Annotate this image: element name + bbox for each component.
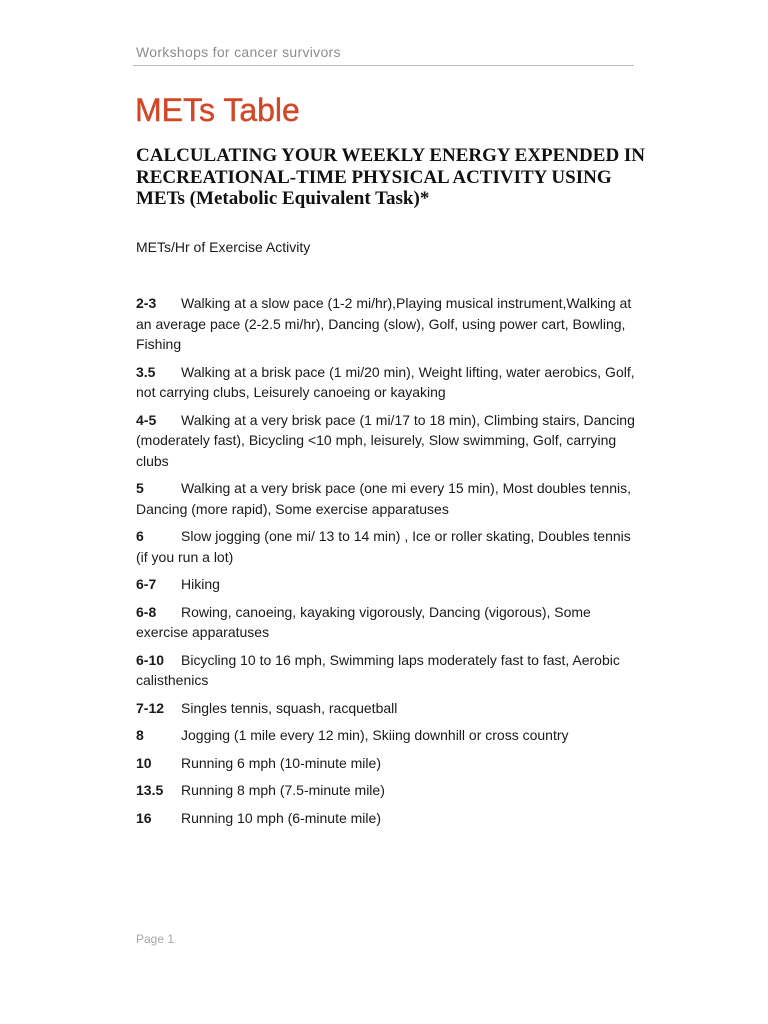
met-entry [136, 293, 636, 355]
met-entry [136, 725, 636, 746]
met-entry [136, 602, 636, 643]
met-value: 13.5 [136, 782, 164, 798]
met-activity-description: Running 8 mph (7.5-minute mile) [181, 782, 385, 798]
mets-list [136, 293, 636, 835]
page-number: Page 1 [136, 932, 175, 946]
met-value: 7-12 [136, 699, 165, 716]
page-header: Workshops for cancer survivors [136, 44, 341, 60]
met-value: 5 [136, 480, 144, 496]
met-activity-description: Jogging (1 mile every 12 min), Skiing downhill or cross country [181, 727, 569, 743]
met-value: 16 [136, 809, 152, 826]
met-entry [136, 650, 636, 691]
met-activity-description: Rowing, canoeing, kayaking vigorously, Dancing (vigorous), Some exercise apparatuses [136, 603, 591, 640]
page-title: METs Table [135, 92, 300, 128]
met-value: 3.5 [136, 363, 156, 380]
met-value: 8 [136, 727, 144, 743]
met-value: 10 [136, 754, 152, 771]
met-activity-description: Walking at a very brisk pace (one mi every 15 min), Most doubles tennis, Dancing (more rapid), Some exercise apparatuses [136, 480, 632, 517]
header-divider [133, 65, 634, 66]
met-value: 6-7 [136, 576, 157, 592]
table-intro: METs/Hr of Exercise Activity [136, 239, 311, 255]
met-activity-description: Hiking [181, 576, 220, 592]
met-value: 2-3 [136, 295, 157, 311]
met-value: 6 [136, 528, 144, 544]
met-entry [136, 808, 636, 829]
met-value: 4-5 [136, 411, 157, 428]
met-entry [136, 362, 636, 403]
met-activity-description: Running 10 mph (6-minute mile) [181, 809, 381, 826]
met-activity-description: Singles tennis, squash, racquetball [181, 699, 398, 716]
document-subtitle: CALCULATING YOUR WEEKLY ENERGY EXPENDED IN RECREATIONAL-TIME PHYSICAL ACTIVITY USING METs (Metabolic Equivalent Task)* [136, 145, 646, 209]
met-activity-description: Running 6 mph (10-minute mile) [181, 754, 381, 771]
met-activity-description: Slow jogging (one mi/ 13 to 14 min) , Ice or roller skating, Doubles tennis (if you run a lot) [136, 528, 631, 565]
met-entry [136, 780, 636, 801]
met-value: 6-10 [136, 651, 165, 668]
met-activity-description: Walking at a very brisk pace (1 mi/17 to 18 min), Climbing stairs, Dancing (moderately fast), Bicycling <10 mph, leisurely, Slow swimming, Golf, carrying clubs [136, 411, 635, 469]
met-activity-description: Walking at a brisk pace (1 mi/20 min), Weight lifting, water aerobics, Golf, not carrying clubs, Leisurely canoeing or kayaking [136, 363, 635, 400]
met-entry [136, 753, 636, 774]
met-entry [136, 574, 636, 595]
met-value: 6-8 [136, 603, 157, 620]
met-activity-description: Walking at a slow pace (1-2 mi/hr),Playing musical instrument,Walking at an average pace (2-2.5 mi/hr), Dancing (slow), Golf, using power cart, Bowling, Fishing [136, 295, 632, 352]
met-entry [136, 526, 636, 567]
met-entry [136, 698, 636, 719]
met-entry [136, 478, 636, 519]
met-activity-description: Bicycling 10 to 16 mph, Swimming laps moderately fast to fast, Aerobic calisthenics [136, 651, 620, 688]
met-entry [136, 410, 636, 472]
